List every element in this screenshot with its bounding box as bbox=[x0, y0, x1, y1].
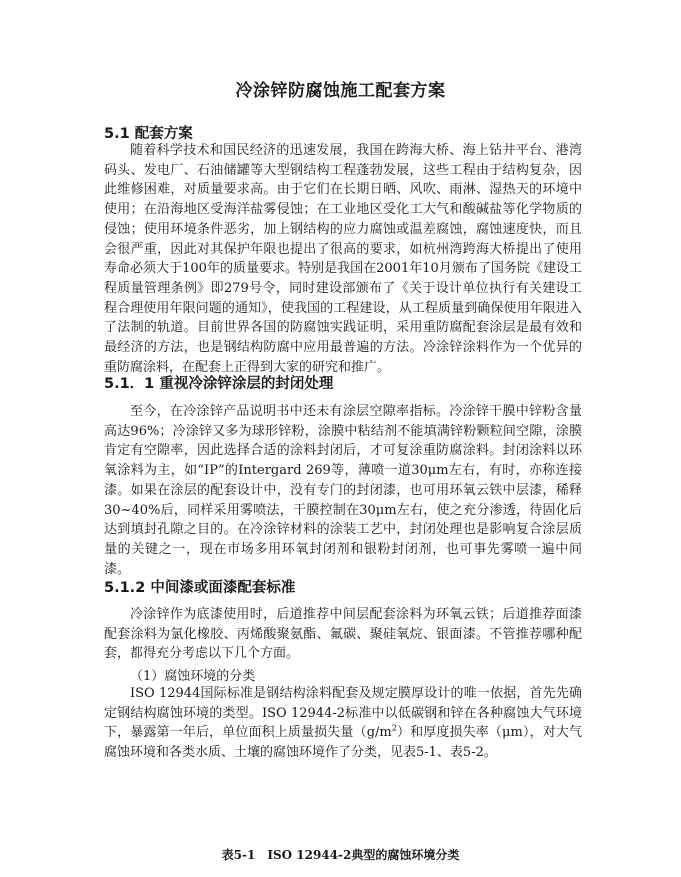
section-heading-5-1-1: 5.1．1 重视冷涂锌涂层的封闭处理 bbox=[104, 376, 334, 392]
superscript-2: 2 bbox=[391, 724, 397, 734]
paragraph-text-2-part: ISO 12944国际标准是钢结构涂料配套及规定膜厚设计的唯一依据，首先先确定钢结构腐蚀环境的类型。ISO 12944-2标准中以低碳钢和锌在各种腐蚀大气环境下，暴露第一年后，单位面积上质量损失量（g/m bbox=[104, 686, 582, 741]
section-heading-5-1-2: 5.1.2 中间漆或面漆配套标准 bbox=[104, 580, 296, 596]
paragraph-text: 至今，在冷涂锌产品说明书中还未有涂层空隙率指标。冷涂锌干膜中锌粉含量高达96%；冷涂锌又多为球形锌粉，涂膜中粘结剂不能填满锌粉颗粒间空隙，涂膜肯定有空隙率，因此选择合适的涂料封闭后，才可复涂重防腐涂料。封闭涂料以环氧涂料为主，如“IP”的Intergard 269等，薄喷一道30μm左右，有时，亦称连接漆。如果在涂层的配套设计中，没有专门的封闭漆，也可用环氧云铁中层漆，稀释30~40%后，同样采用雾喷法，干膜控制在30μm左右，使之充分渗透，待固化后达到填封孔隙之目的。在冷涂锌材料的涂装工艺中，封闭处理也是影响复合涂层质量的关键之一，现在市场多用环氧封闭剂和银粉封闭剂，也可事先雾喷一遍中间漆。 bbox=[104, 404, 582, 577]
paragraph-text: 冷涂锌作为底漆使用时，后道推荐中间层配套涂料为环氧云铁；后道推荐面漆配套涂料为氯化橡胶、丙烯酸聚氨酯、氟碳、聚硅氧烷、银面漆。不管推荐哪种配套，都得充分考虑以下几个方面。 bbox=[104, 607, 582, 662]
paragraph-text-2-end: ）和厚度损失率（μm），对大气腐蚀环境和各类水质、土壤的腐蚀环境作了分类，见表5-1、表5-2。 bbox=[104, 725, 582, 761]
paragraph-text-2 bbox=[104, 684, 582, 763]
section-5-1-2-paragraph-2 bbox=[104, 684, 582, 763]
subsection-label: （1）腐蚀环境的分类 bbox=[130, 669, 256, 684]
document-title: 冷涂锌防腐蚀施工配套方案 bbox=[235, 81, 446, 101]
section-heading-5-1: 5.1 配套方案 bbox=[104, 126, 193, 142]
paragraph-text: 随着科学技术和国民经济的迅速发展，我国在跨海大桥、海上钻井平台、港湾码头、发电厂、石油储罐等大型钢结构工程蓬勃发展，这些工程由于结构复杂，因此维修困难，对质量要求高。由于它们在长期日晒、风吹、雨淋、湿热天的环境中使用；在沿海地区受海洋盐雾侵蚀；在工业地区受化工大气和酸碱盐等化学物质的侵蚀；使用环境条件恶劣，加上钢结构的应力腐蚀或温差腐蚀，腐蚀速度快，而且会很严重，因此对其保护年限也提出了很高的要求，如杭州湾跨海大桥提出了使用寿命必须大于100年的质量要求。特别是我国在2001年10月颁布了国务院《建设工程质量管理条例》即279号令，同时建设部颁布了《关于设计单位执行有关建设工程合理使用年限问题的通知》，使我国的工程建设，从工程质量到确保使用年限进入了法制的轨道。目前世界各国的防腐蚀实践证明，采用重防腐配套涂层是最有效和最经济的方法，也是钢结构防腐中应用最普遍的方法。冷涂锌涂料作为一个优异的重防腐涂料，在配套上正得到大家的研究和推广。 bbox=[104, 143, 582, 375]
table-caption: 表5-1 ISO 12944-2典型的腐蚀环境分类 bbox=[221, 848, 460, 862]
section-5-1-paragraph bbox=[104, 141, 582, 377]
section-5-1-1-paragraph bbox=[104, 402, 582, 579]
section-5-1-2-paragraph bbox=[104, 605, 582, 664]
